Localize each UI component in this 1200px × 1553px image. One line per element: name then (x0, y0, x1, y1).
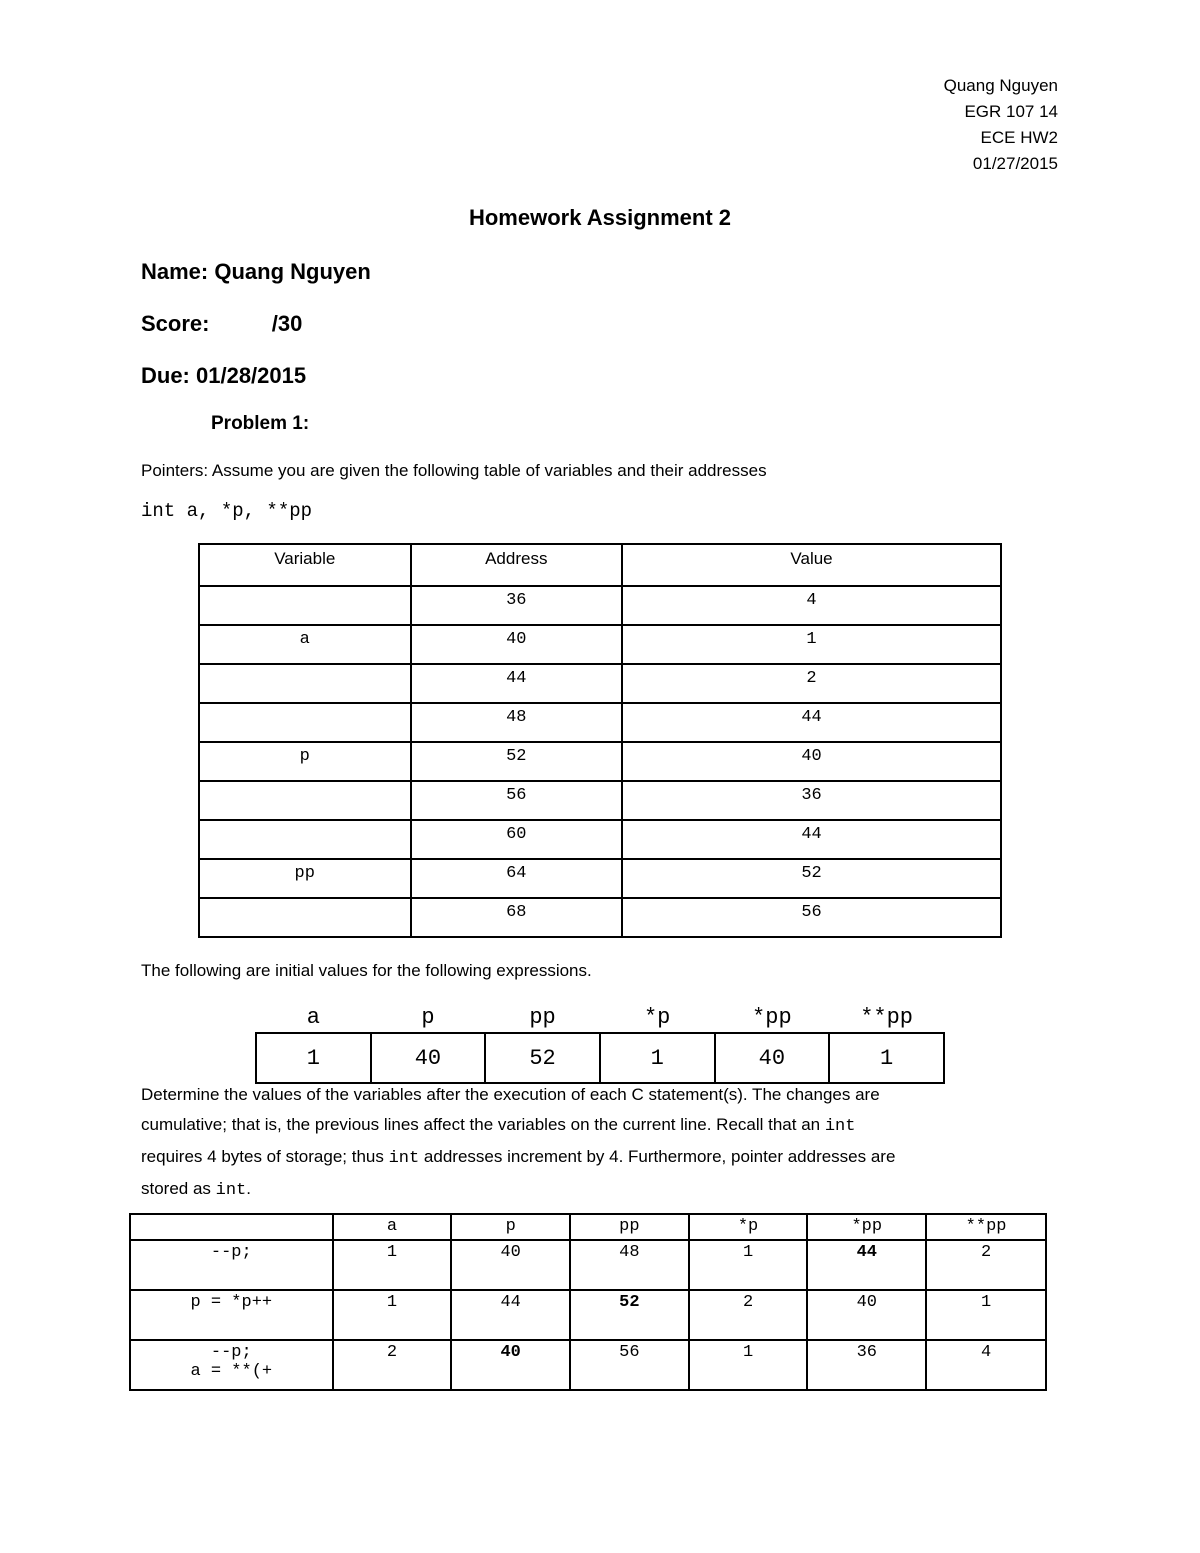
statement-cell (130, 1240, 333, 1290)
header-cell: Address (411, 544, 623, 586)
results-header (130, 1214, 1046, 1240)
expr-header: *pp (752, 1005, 792, 1030)
table-row (199, 703, 1001, 742)
instructions-paragraph (141, 1080, 1041, 1206)
expr-value: 52 (485, 1033, 600, 1083)
header-cell: Value (622, 544, 1001, 586)
expr-value: 40 (371, 1033, 486, 1083)
table-row (199, 664, 1001, 703)
result-cell: 2 (333, 1340, 452, 1390)
header-cell: *pp (807, 1214, 926, 1240)
header-cell: p (451, 1214, 570, 1240)
result-cell: 40 (451, 1240, 570, 1290)
inline-code: int (824, 1117, 856, 1136)
variable-cell (199, 898, 411, 937)
inline-code: int (215, 1181, 247, 1200)
result-cell: 1 (689, 1340, 808, 1390)
expr-header: pp (529, 1005, 556, 1030)
address-cell: 52 (411, 742, 623, 781)
value-cell: 1 (622, 625, 1001, 664)
expr-header: *p (643, 1005, 671, 1030)
variable-cell: pp (199, 859, 411, 898)
expr-value: 1 (829, 1033, 944, 1083)
table-row (199, 625, 1001, 664)
statement-cell (130, 1340, 333, 1390)
variable-cell (199, 703, 411, 742)
instructions-line-4 (141, 1174, 1041, 1206)
score-label: Score: (141, 311, 210, 336)
text-fragment: . (246, 1179, 251, 1198)
address-cell: 40 (411, 625, 623, 664)
text-fragment: requires 4 bytes of storage; thus (141, 1147, 389, 1166)
value-cell: 2 (622, 664, 1001, 703)
table-row (130, 1240, 1046, 1290)
header-cell: a (333, 1214, 452, 1240)
memory-table-header (199, 544, 1001, 586)
table-row (130, 1290, 1046, 1340)
result-cell: 48 (570, 1240, 689, 1290)
statement-line: --p; (210, 1243, 252, 1262)
value-cell: 56 (622, 898, 1001, 937)
result-cell: 4 (926, 1340, 1046, 1390)
variable-cell: p (199, 742, 411, 781)
value-cell: 52 (622, 859, 1001, 898)
header-author: Quang Nguyen (943, 76, 1058, 95)
statement-cell (130, 1290, 333, 1340)
problem-1-intro: Pointers: Assume you are given the following table of variables and their addresses (141, 461, 767, 480)
address-cell: 36 (411, 586, 623, 625)
result-cell: 2 (689, 1290, 808, 1340)
result-cell: 1 (926, 1290, 1046, 1340)
statement-line: a = **(+ (190, 1362, 273, 1381)
table-row (130, 1340, 1046, 1390)
table-row (199, 781, 1001, 820)
header-cell: Variable (199, 544, 411, 586)
score-value: /30 (271, 311, 303, 336)
table-row (199, 820, 1001, 859)
value-cell: 44 (622, 820, 1001, 859)
variable-cell (199, 781, 411, 820)
instructions-line-1: Determine the values of the variables after the execution of each C statement(s). The changes are (141, 1085, 880, 1104)
table-row (199, 742, 1001, 781)
result-cell: 56 (570, 1340, 689, 1390)
value-cell: 40 (622, 742, 1001, 781)
text-fragment: cumulative; that is, the previous lines affect the variables on the current line. Recall that an (141, 1115, 825, 1134)
address-cell: 48 (411, 703, 623, 742)
text-fragment: addresses increment by 4. Furthermore, pointer addresses are (419, 1147, 896, 1166)
result-cell: 52 (570, 1290, 689, 1340)
inline-code: int (388, 1149, 420, 1168)
variable-cell (199, 586, 411, 625)
problem-1-heading: Problem 1: (211, 413, 310, 434)
variable-cell (199, 820, 411, 859)
initial-values-header (256, 996, 944, 1033)
initial-values-row (256, 1033, 944, 1083)
page-title: Homework Assignment 2 (468, 205, 732, 230)
header-cell (130, 1214, 333, 1240)
instructions-line-2 (141, 1110, 1041, 1142)
variable-cell (199, 664, 411, 703)
declaration-code: int a, *p, **pp (141, 500, 313, 522)
result-cell: 1 (333, 1290, 452, 1340)
text-fragment: stored as (141, 1179, 216, 1198)
results-table (129, 1213, 1047, 1391)
value-cell: 4 (622, 586, 1001, 625)
result-cell: 44 (451, 1290, 570, 1340)
initial-values-table (255, 996, 945, 1084)
result-cell: 2 (926, 1240, 1046, 1290)
student-name: Name: Quang Nguyen (141, 259, 371, 284)
table-row (199, 586, 1001, 625)
instructions-line-3 (141, 1142, 1041, 1174)
expr-value: 1 (600, 1033, 715, 1083)
score-line (141, 311, 302, 337)
result-cell: 1 (689, 1240, 808, 1290)
statement-line: p = *p++ (190, 1293, 273, 1312)
expr-value: 40 (715, 1033, 830, 1083)
header-cell: pp (570, 1214, 689, 1240)
header-cell: *p (689, 1214, 808, 1240)
result-cell: 1 (333, 1240, 452, 1290)
result-cell: 36 (807, 1340, 926, 1390)
initial-values-intro: The following are initial values for the following expressions. (141, 961, 592, 980)
header-course: EGR 107 14 (964, 102, 1058, 121)
variable-cell: a (199, 625, 411, 664)
value-cell: 36 (622, 781, 1001, 820)
address-cell: 60 (411, 820, 623, 859)
expr-value: 1 (256, 1033, 371, 1083)
statement-line: --p; (210, 1343, 252, 1362)
expr-header: p (421, 1005, 435, 1030)
address-cell: 68 (411, 898, 623, 937)
table-row (199, 898, 1001, 937)
expr-header: **pp (860, 1005, 913, 1030)
result-cell: 40 (807, 1290, 926, 1340)
header-cell: **pp (926, 1214, 1046, 1240)
result-cell: 40 (451, 1340, 570, 1390)
expr-header: a (306, 1005, 320, 1030)
address-cell: 44 (411, 664, 623, 703)
value-cell: 44 (622, 703, 1001, 742)
address-cell: 64 (411, 859, 623, 898)
header-assignment: ECE HW2 (980, 128, 1058, 147)
address-cell: 56 (411, 781, 623, 820)
result-cell: 44 (807, 1240, 926, 1290)
memory-table (198, 543, 1002, 938)
due-date: Due: 01/28/2015 (141, 363, 307, 388)
table-row (199, 859, 1001, 898)
header-date: 01/27/2015 (972, 154, 1058, 173)
